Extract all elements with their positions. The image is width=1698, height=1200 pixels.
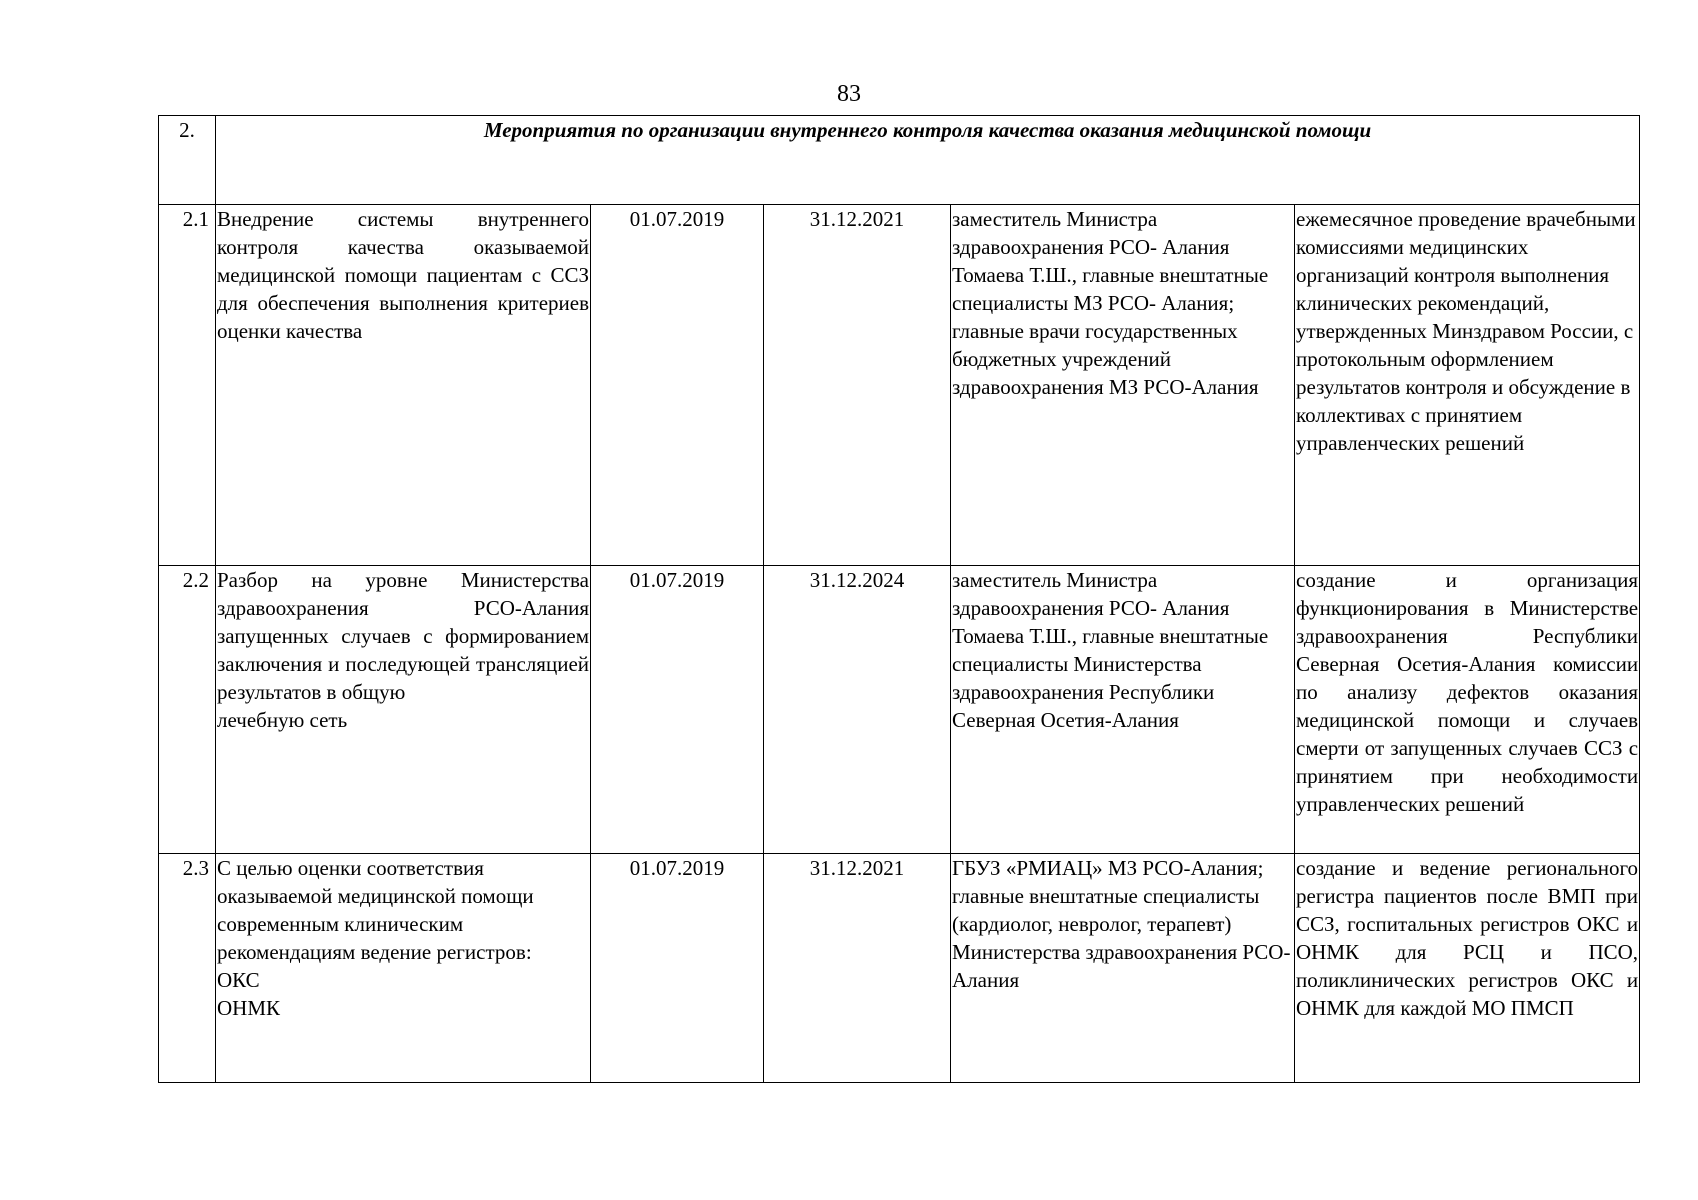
row-description-line: С целью оценки соответствия оказываемой медицинской помощи современным клиническим рекомендациям ведение регистров: xyxy=(217,856,534,964)
row-description-line: лечебную сеть xyxy=(217,708,348,732)
row-number: 2.2 xyxy=(159,566,216,854)
row-result: создание и организация функционирования в Министерстве здравоохранения Республики Северная Осетия-Алания комиссии по анализу дефектов оказания медицинской помощи и случаев смерти от запущенных случаев ССЗ с принятием при необходимости управленческих решений xyxy=(1295,566,1640,854)
table-row xyxy=(159,566,1640,854)
row-responsible-line: ГБУЗ «РМИАЦ» МЗ РСО-Алания; xyxy=(952,856,1264,880)
section-number: 2. xyxy=(159,116,216,205)
section-title: Мероприятия по организации внутреннего контроля качества оказания медицинской помощи xyxy=(216,116,1640,205)
row-result: создание и ведение регионального регистра пациентов после ВМП при ССЗ, госпитальных регистров ОКС и ОНМК для РСЦ и ПСО, поликлинических регистров ОКС и ОНМК для каждой МО ПМСП xyxy=(1295,854,1640,1083)
row-responsible: заместитель Министра здравоохранения РСО- Алания Томаева Т.Ш., главные внештатные специалисты Министерства здравоохранения Республики Северная Осетия-Алания xyxy=(951,566,1295,854)
row-start-date: 01.07.2019 xyxy=(591,205,764,566)
row-description xyxy=(216,854,591,1083)
row-end-date: 31.12.2021 xyxy=(764,854,951,1083)
row-description-line: Разбор на уровне Министерства здравоохранения РСО-Алания запущенных случаев с формированием заключения и последующей трансляцией результатов в общую xyxy=(217,568,589,704)
table-row xyxy=(159,205,1640,566)
measures-table xyxy=(158,115,1640,1083)
section-header-row xyxy=(159,116,1640,205)
row-description-line: ОНМК xyxy=(217,996,281,1020)
row-end-date: 31.12.2021 xyxy=(764,205,951,566)
row-number: 2.1 xyxy=(159,205,216,566)
row-responsible: заместитель Министра здравоохранения РСО- Алания Томаева Т.Ш., главные внештатные специалисты МЗ РСО- Алания; главные врачи государственных бюджетных учреждений здравоохранения МЗ РСО-Алания xyxy=(951,205,1295,566)
table-row xyxy=(159,854,1640,1083)
row-start-date: 01.07.2019 xyxy=(591,566,764,854)
row-responsible-line: главные внештатные специалисты (кардиолог, невролог, терапевт) xyxy=(952,884,1260,936)
row-end-date: 31.12.2024 xyxy=(764,566,951,854)
row-number: 2.3 xyxy=(159,854,216,1083)
row-responsible xyxy=(951,854,1295,1083)
row-responsible-line: Министерства здравоохранения РСО-Алания xyxy=(952,940,1291,992)
row-start-date: 01.07.2019 xyxy=(591,854,764,1083)
row-description-line: ОКС xyxy=(217,968,260,992)
row-result: ежемесячное проведение врачебными комиссиями медицинских организаций контроля выполнения клинических рекомендаций, утвержденных Минздравом России, с протокольным оформлением результатов контроля и обсуждение в коллективах с принятием управленческих решений xyxy=(1295,205,1640,566)
page-number: 83 xyxy=(837,81,861,107)
row-description xyxy=(216,566,591,854)
row-description: Внедрение системы внутреннего контроля качества оказываемой медицинской помощи пациентам с ССЗ для обеспечения выполнения критериев оценки качества xyxy=(216,205,591,566)
